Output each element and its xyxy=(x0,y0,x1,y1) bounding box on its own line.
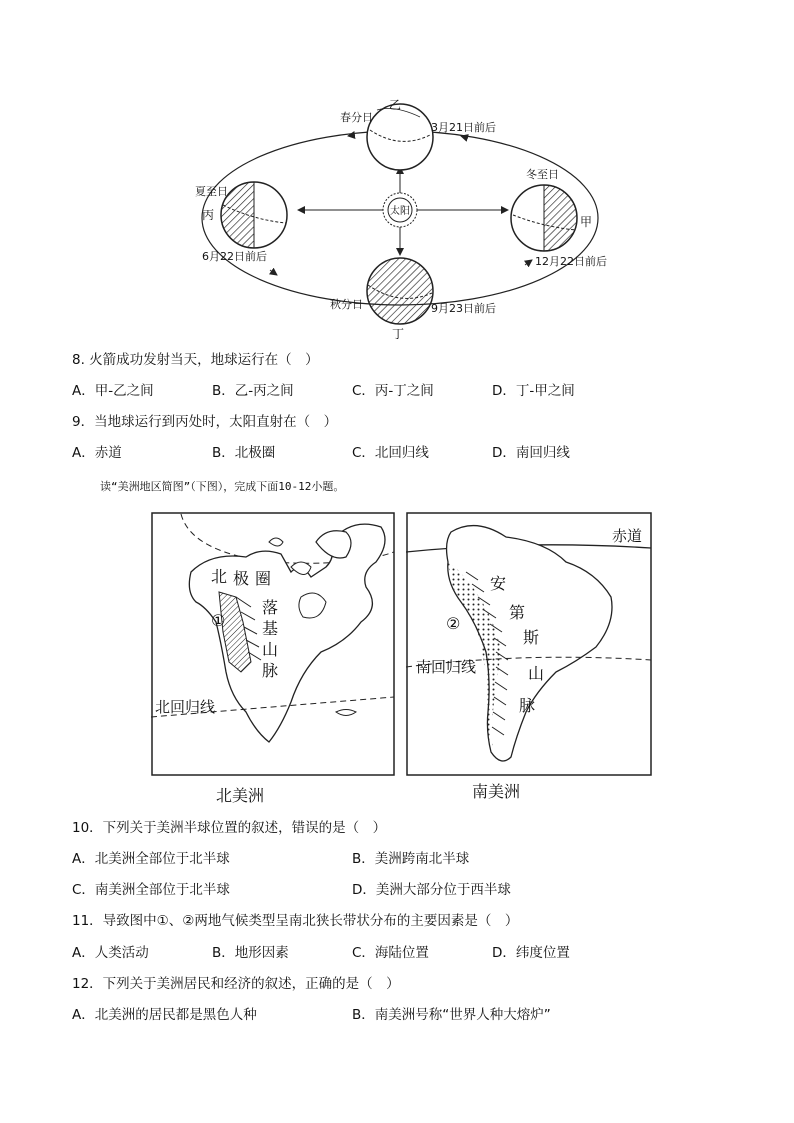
q11-option-c: C．海陆位置 xyxy=(352,945,429,961)
orbit-arrow xyxy=(525,260,532,265)
earth-bing xyxy=(221,182,287,248)
yi-date: 3月21日前后 xyxy=(431,121,496,134)
ding-name: 丁 xyxy=(392,327,405,341)
question-8-stem: 8. 火箭成功发射当天，地球运行在（ ） xyxy=(72,352,319,368)
yi-name: 乙 xyxy=(389,98,402,112)
arctic-label-2: 极 xyxy=(233,569,250,588)
marker-2: ② xyxy=(446,614,461,633)
q9-option-c: C．北回归线 xyxy=(352,445,429,461)
rockies-label-3: 山 xyxy=(262,640,279,659)
q11-option-a: A．人类活动 xyxy=(72,945,149,961)
q9-option-d: D．南回归线 xyxy=(492,445,570,461)
equator-label: 赤道 xyxy=(612,527,643,545)
earth-jia xyxy=(511,185,577,251)
q8-option-a: A．甲-乙之间 xyxy=(72,383,154,399)
rockies-label-4: 脉 xyxy=(262,661,279,680)
ding-date: 9月23日前后 xyxy=(431,302,496,315)
q10-option-c: C．南美洲全部位于北半球 xyxy=(72,882,230,898)
q9-option-a: A．赤道 xyxy=(72,445,122,461)
orbit-arrow xyxy=(348,135,355,136)
earth-ding xyxy=(367,258,433,324)
bing-date: 6月22日前后 xyxy=(202,250,267,263)
q11-option-d: D．纬度位置 xyxy=(492,945,570,961)
jia-name: 甲 xyxy=(580,215,593,229)
q9-option-b: B．北极圈 xyxy=(212,445,276,461)
marker-1: ① xyxy=(211,611,226,630)
q10-option-a: A．北美洲全部位于北半球 xyxy=(72,851,230,867)
andes-label-1: 安 xyxy=(490,574,507,593)
south-america-caption: 南美洲 xyxy=(472,782,521,801)
arctic-label-1: 北 xyxy=(211,567,228,586)
jia-date: 12月22日前后 xyxy=(535,255,607,268)
question-12-stem: 12．下列关于美洲居民和经济的叙述，正确的是（ ） xyxy=(72,976,400,992)
sun-label: 太阳 xyxy=(390,206,410,217)
q10-option-b: B．美洲跨南北半球 xyxy=(352,851,470,867)
question-9-stem: 9．当地球运行到丙处时，太阳直射在（ ） xyxy=(72,414,338,430)
earth-yi xyxy=(367,104,433,170)
south-america-map xyxy=(406,512,652,776)
bing-term: 夏至日 xyxy=(195,185,228,198)
andes-label-4: 山 xyxy=(528,664,545,683)
andes-label-3: 斯 xyxy=(523,628,540,647)
map-intro: 读“美洲地区简图”（下图），完成下面10-12小题。 xyxy=(100,480,345,493)
q8-option-b: B．乙-丙之间 xyxy=(212,383,294,399)
q8-option-c: C．丙-丁之间 xyxy=(352,383,434,399)
q11-option-b: B．地形因素 xyxy=(212,945,289,961)
orbit-arrow xyxy=(270,270,277,275)
q12-option-b: B．南美洲号称“世界人种大熔炉” xyxy=(352,1007,551,1023)
question-11-stem: 11．导致图中①、②两地气候类型呈南北狭长带状分布的主要因素是（ ） xyxy=(72,913,519,929)
q8-option-d: D．丁-甲之间 xyxy=(492,383,575,399)
yi-term: 春分日 xyxy=(340,111,373,124)
sa-tropic-label: 南回归线 xyxy=(416,658,477,676)
andes-label-2: 第 xyxy=(509,603,526,622)
jia-term: 冬至日 xyxy=(526,168,559,181)
north-america-caption: 北美洲 xyxy=(216,786,265,805)
q12-option-a: A．北美洲的居民都是黑色人种 xyxy=(72,1007,257,1023)
north-america-map xyxy=(151,512,395,776)
q10-option-d: D．美洲大部分位于西半球 xyxy=(352,882,511,898)
ding-term: 秋分日 xyxy=(330,298,363,311)
na-tropic-label: 北回归线 xyxy=(155,698,216,716)
question-10-stem: 10．下列关于美洲半球位置的叙述，错误的是（ ） xyxy=(72,820,387,836)
arctic-label-3: 圈 xyxy=(255,569,272,588)
andes-label-5: 脉 xyxy=(519,696,536,715)
earth-orbit-diagram xyxy=(180,95,630,345)
rockies-label-2: 基 xyxy=(262,619,279,638)
bing-name: 丙 xyxy=(202,208,215,222)
rockies-label-1: 落 xyxy=(262,598,279,617)
